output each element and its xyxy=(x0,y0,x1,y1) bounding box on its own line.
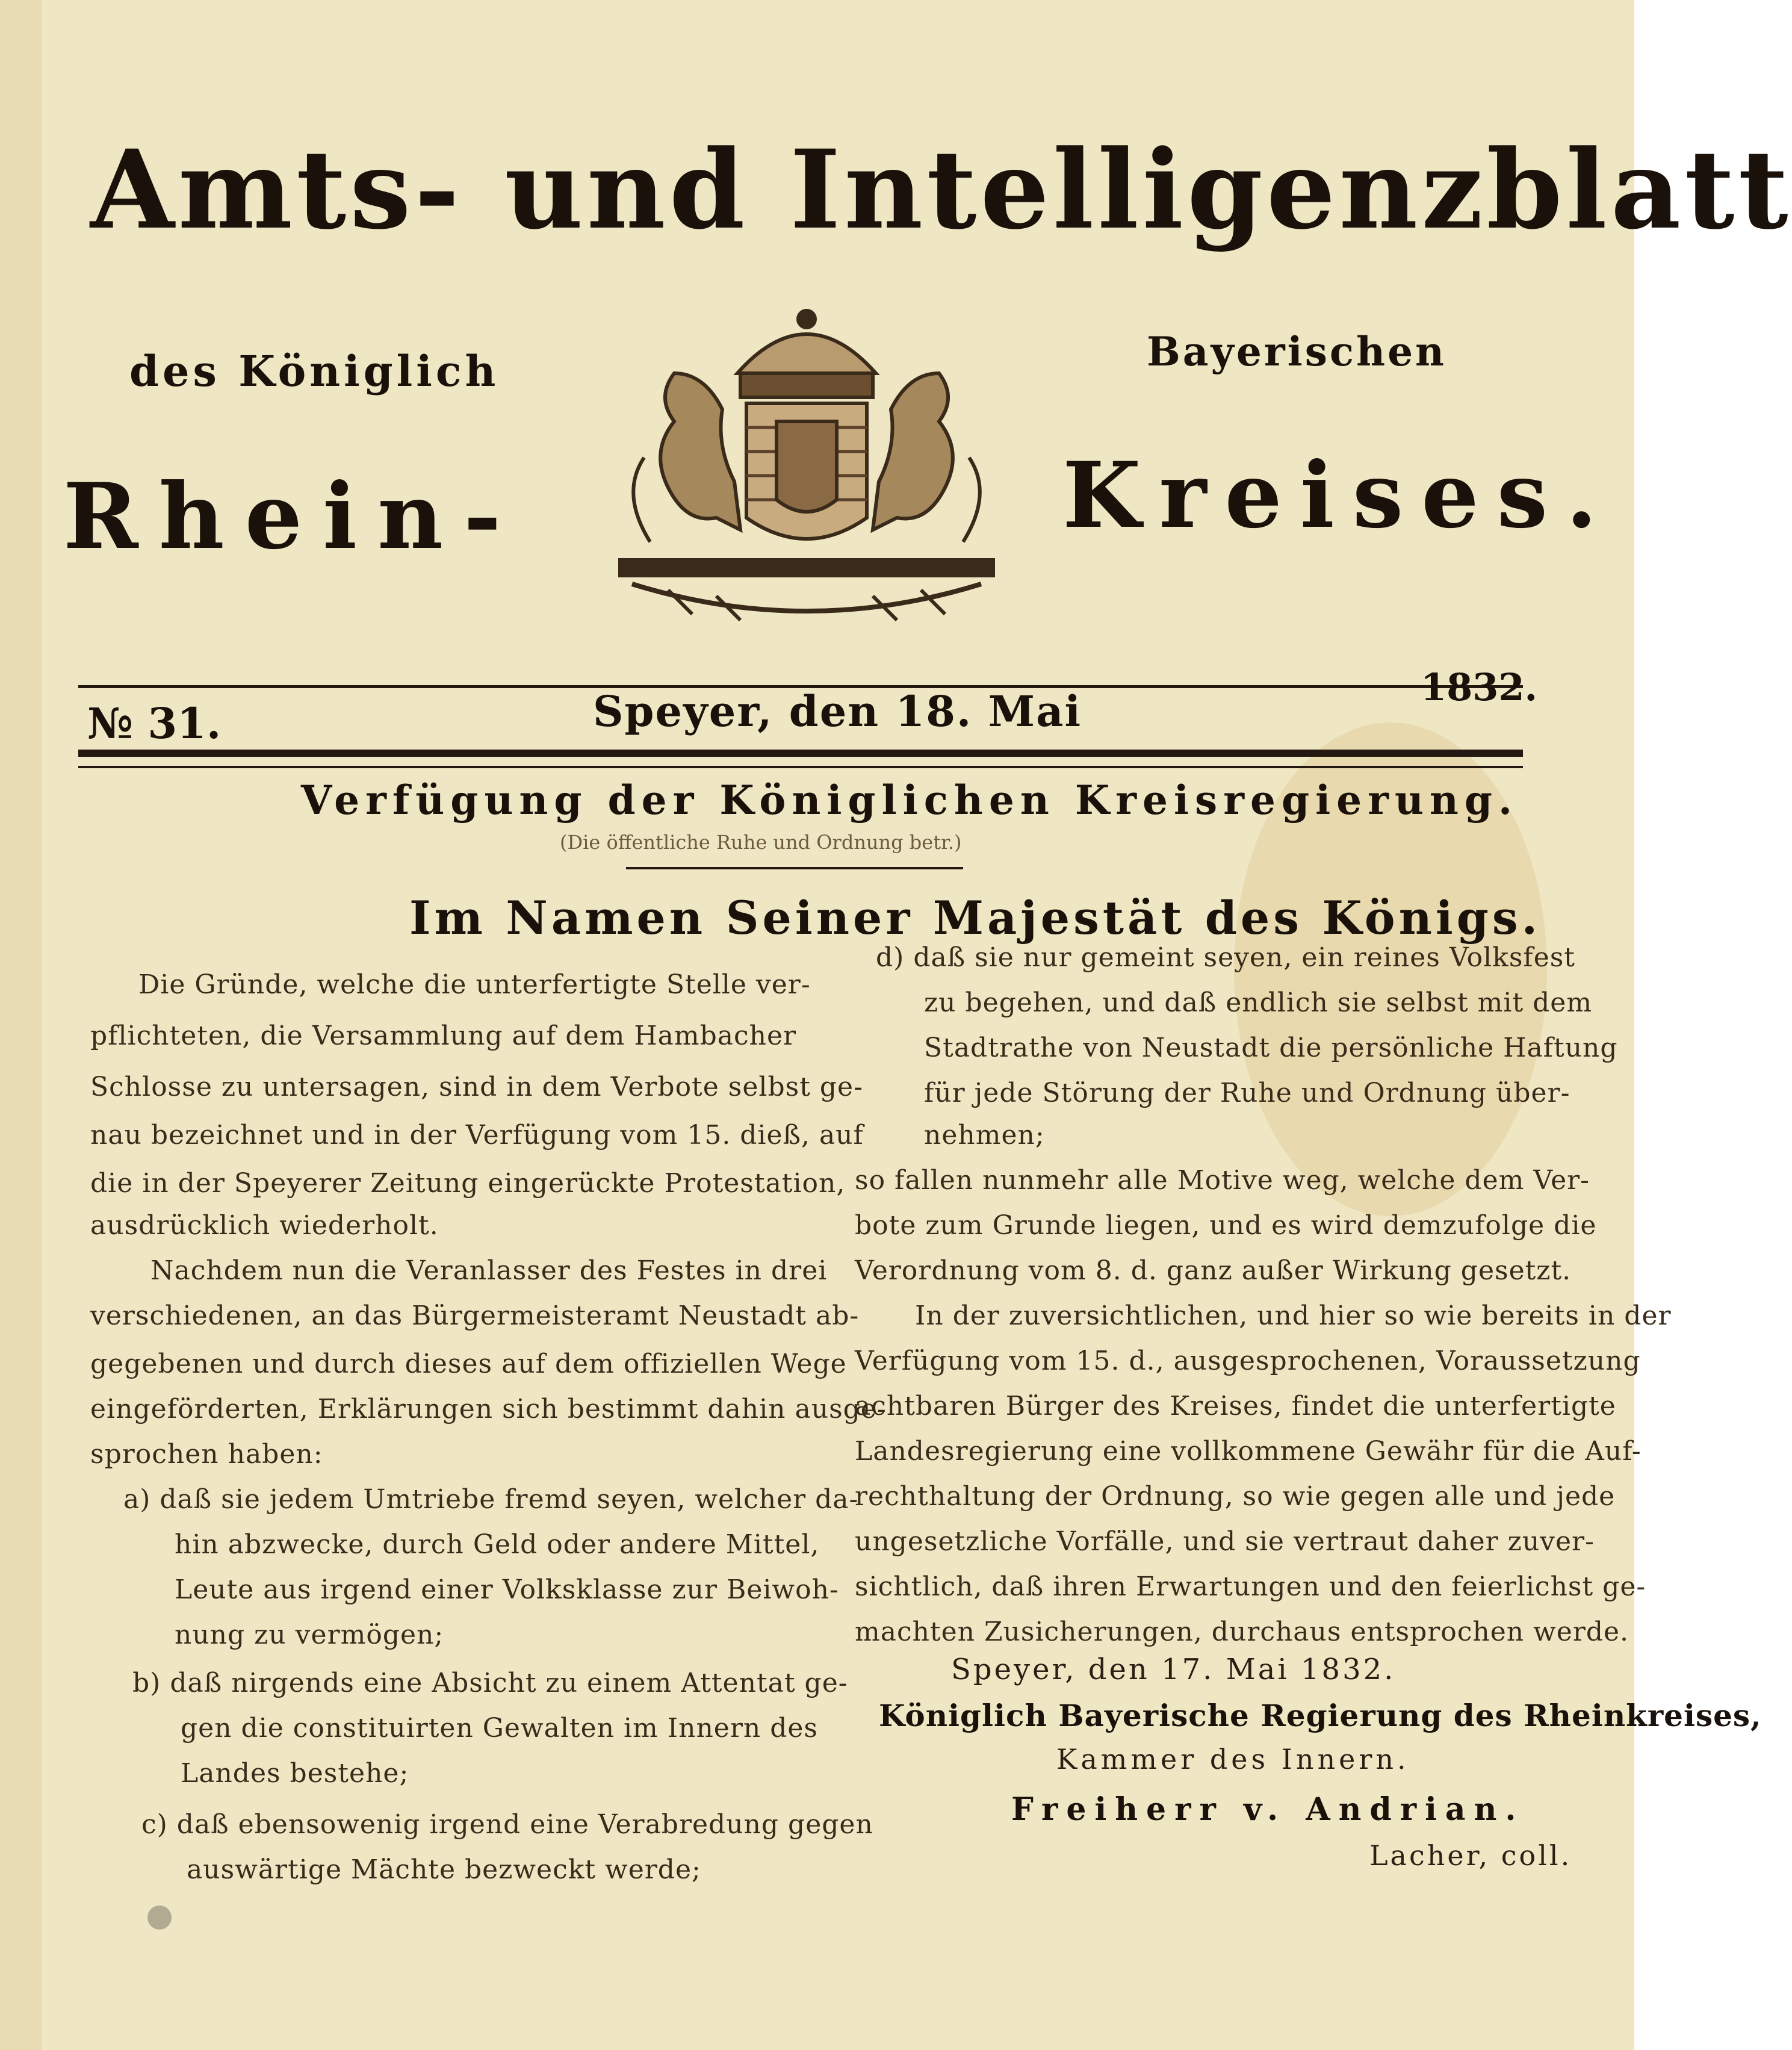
left-column-line: sprochen haben: xyxy=(90,1439,323,1470)
right-column-line: zu begehen, und daß endlich sie selbst mit dem xyxy=(924,987,1593,1018)
right-column-line: ungesetzliche Vorfälle, und sie vertraut daher zuver- xyxy=(855,1526,1595,1557)
bottom-rule-thin xyxy=(78,766,1523,768)
left-column-line: b) daß nirgends eine Absicht zu einem Attentat ge- xyxy=(132,1668,848,1698)
secretary: Lacher, coll. xyxy=(1369,1839,1572,1872)
left-column-line: gegebenen und durch dieses auf dem offiziellen Wege xyxy=(90,1349,847,1379)
right-column-line: bote zum Grunde liegen, und es wird demzufolge die xyxy=(855,1210,1597,1241)
left-column-line: die in der Speyerer Zeitung eingerückte Protestation, xyxy=(90,1168,846,1199)
masthead-right-word: Kreises. xyxy=(1062,443,1616,548)
left-column-line: c) daß ebensowenig irgend eine Verabredung gegen xyxy=(141,1809,873,1840)
right-column-line: rechthaltung der Ordnung, so wie gegen alle und jede xyxy=(855,1481,1616,1512)
right-column-line: so fallen nunmehr alle Motive weg, welche dem Ver- xyxy=(855,1165,1590,1196)
issue-year: 1832. xyxy=(1421,665,1538,709)
left-column-line: Die Gründe, welche die unterfertigte Stelle ver- xyxy=(138,969,811,1000)
paper-spot xyxy=(147,1906,172,1930)
left-column-line: Nachdem nun die Veranlasser des Festes in drei xyxy=(150,1255,828,1286)
masthead-left-subtitle: des Königlich xyxy=(129,346,500,396)
right-column-line: nehmen; xyxy=(924,1120,1045,1151)
left-column-line: Leute aus irgend einer Volksklasse zur Beiwoh- xyxy=(175,1574,839,1605)
signatory: Freiherr v. Andrian. xyxy=(1011,1791,1525,1828)
section-divider xyxy=(626,867,963,869)
right-column-line: sichtlich, daß ihren Erwartungen und den feierlichst ge- xyxy=(855,1571,1646,1602)
left-column-line: nung zu vermögen; xyxy=(175,1620,444,1650)
section-title: Verfügung der Königlichen Kreisregierung. xyxy=(301,777,1519,824)
right-column-line: In der zuversichtlichen, und hier so wie bereits in der xyxy=(915,1300,1672,1331)
right-column-line: d) daß sie nur gemeint seyen, ein reines Volksfest xyxy=(876,942,1575,973)
bavarian-coat-of-arms-emblem xyxy=(596,301,1017,638)
right-column-line: Verordnung vom 8. d. ganz außer Wirkung gesetzt. xyxy=(855,1255,1572,1286)
left-column-line: verschiedenen, an das Bürgermeisteramt Neustadt ab- xyxy=(90,1300,860,1331)
left-column-line: ausdrücklich wiederholt. xyxy=(90,1210,439,1241)
bottom-rule xyxy=(78,750,1523,757)
masthead-left-word: Rhein- xyxy=(63,464,522,570)
issue-dateline: Speyer, den 18. Mai xyxy=(593,686,1082,736)
right-column-line: Stadtrathe von Neustadt die persönliche Haftung xyxy=(924,1033,1618,1063)
section-subtitle: (Die öffentliche Ruhe und Ordnung betr.) xyxy=(560,831,962,854)
issuing-authority: Königlich Bayerische Regierung des Rheinkreises, xyxy=(879,1698,1762,1733)
left-column-line: Schlosse zu untersagen, sind in dem Verbote selbst ge- xyxy=(90,1072,863,1102)
sign-date: Speyer, den 17. Mai 1832. xyxy=(951,1653,1396,1686)
masthead-right-subtitle: Bayerischen xyxy=(1147,328,1447,375)
right-column-line: machten Zusicherungen, durchaus entsprochen werde. xyxy=(855,1617,1629,1647)
page-edge xyxy=(0,0,42,2050)
right-column-line: für jede Störung der Ruhe und Ordnung über- xyxy=(924,1078,1570,1108)
left-column-line: pflichteten, die Versammlung auf dem Hambacher xyxy=(90,1020,797,1051)
issuing-chamber: Kammer des Innern. xyxy=(1056,1743,1410,1775)
left-column-line: gen die constituirten Gewalten im Innern des xyxy=(181,1713,818,1744)
decree-heading: Im Namen Seiner Majestät des Königs. xyxy=(409,891,1542,945)
left-column-line: a) daß sie jedem Umtriebe fremd seyen, welcher da- xyxy=(123,1484,859,1515)
left-column-line: Landes bestehe; xyxy=(181,1758,409,1789)
right-column-line: Landesregierung eine vollkommene Gewähr für die Auf- xyxy=(855,1436,1642,1467)
left-column-line: eingeförderten, Erklärungen sich bestimmt dahin ausge- xyxy=(90,1394,887,1424)
masthead-title: Amts- und Intelligenzblatt xyxy=(90,126,1792,253)
right-column-line: Verfügung vom 15. d., ausgesprochenen, Voraussetzung xyxy=(855,1346,1641,1376)
right-column-line: achtbaren Bürger des Kreises, findet die unterfertigte xyxy=(855,1391,1616,1421)
left-column-line: nau bezeichnet und in der Verfügung vom 15. dieß, auf xyxy=(90,1120,864,1151)
left-column-line: hin abzwecke, durch Geld oder andere Mittel, xyxy=(175,1529,820,1560)
issue-number: № 31. xyxy=(87,698,222,748)
left-column-line: auswärtige Mächte bezweckt werde; xyxy=(187,1854,701,1885)
